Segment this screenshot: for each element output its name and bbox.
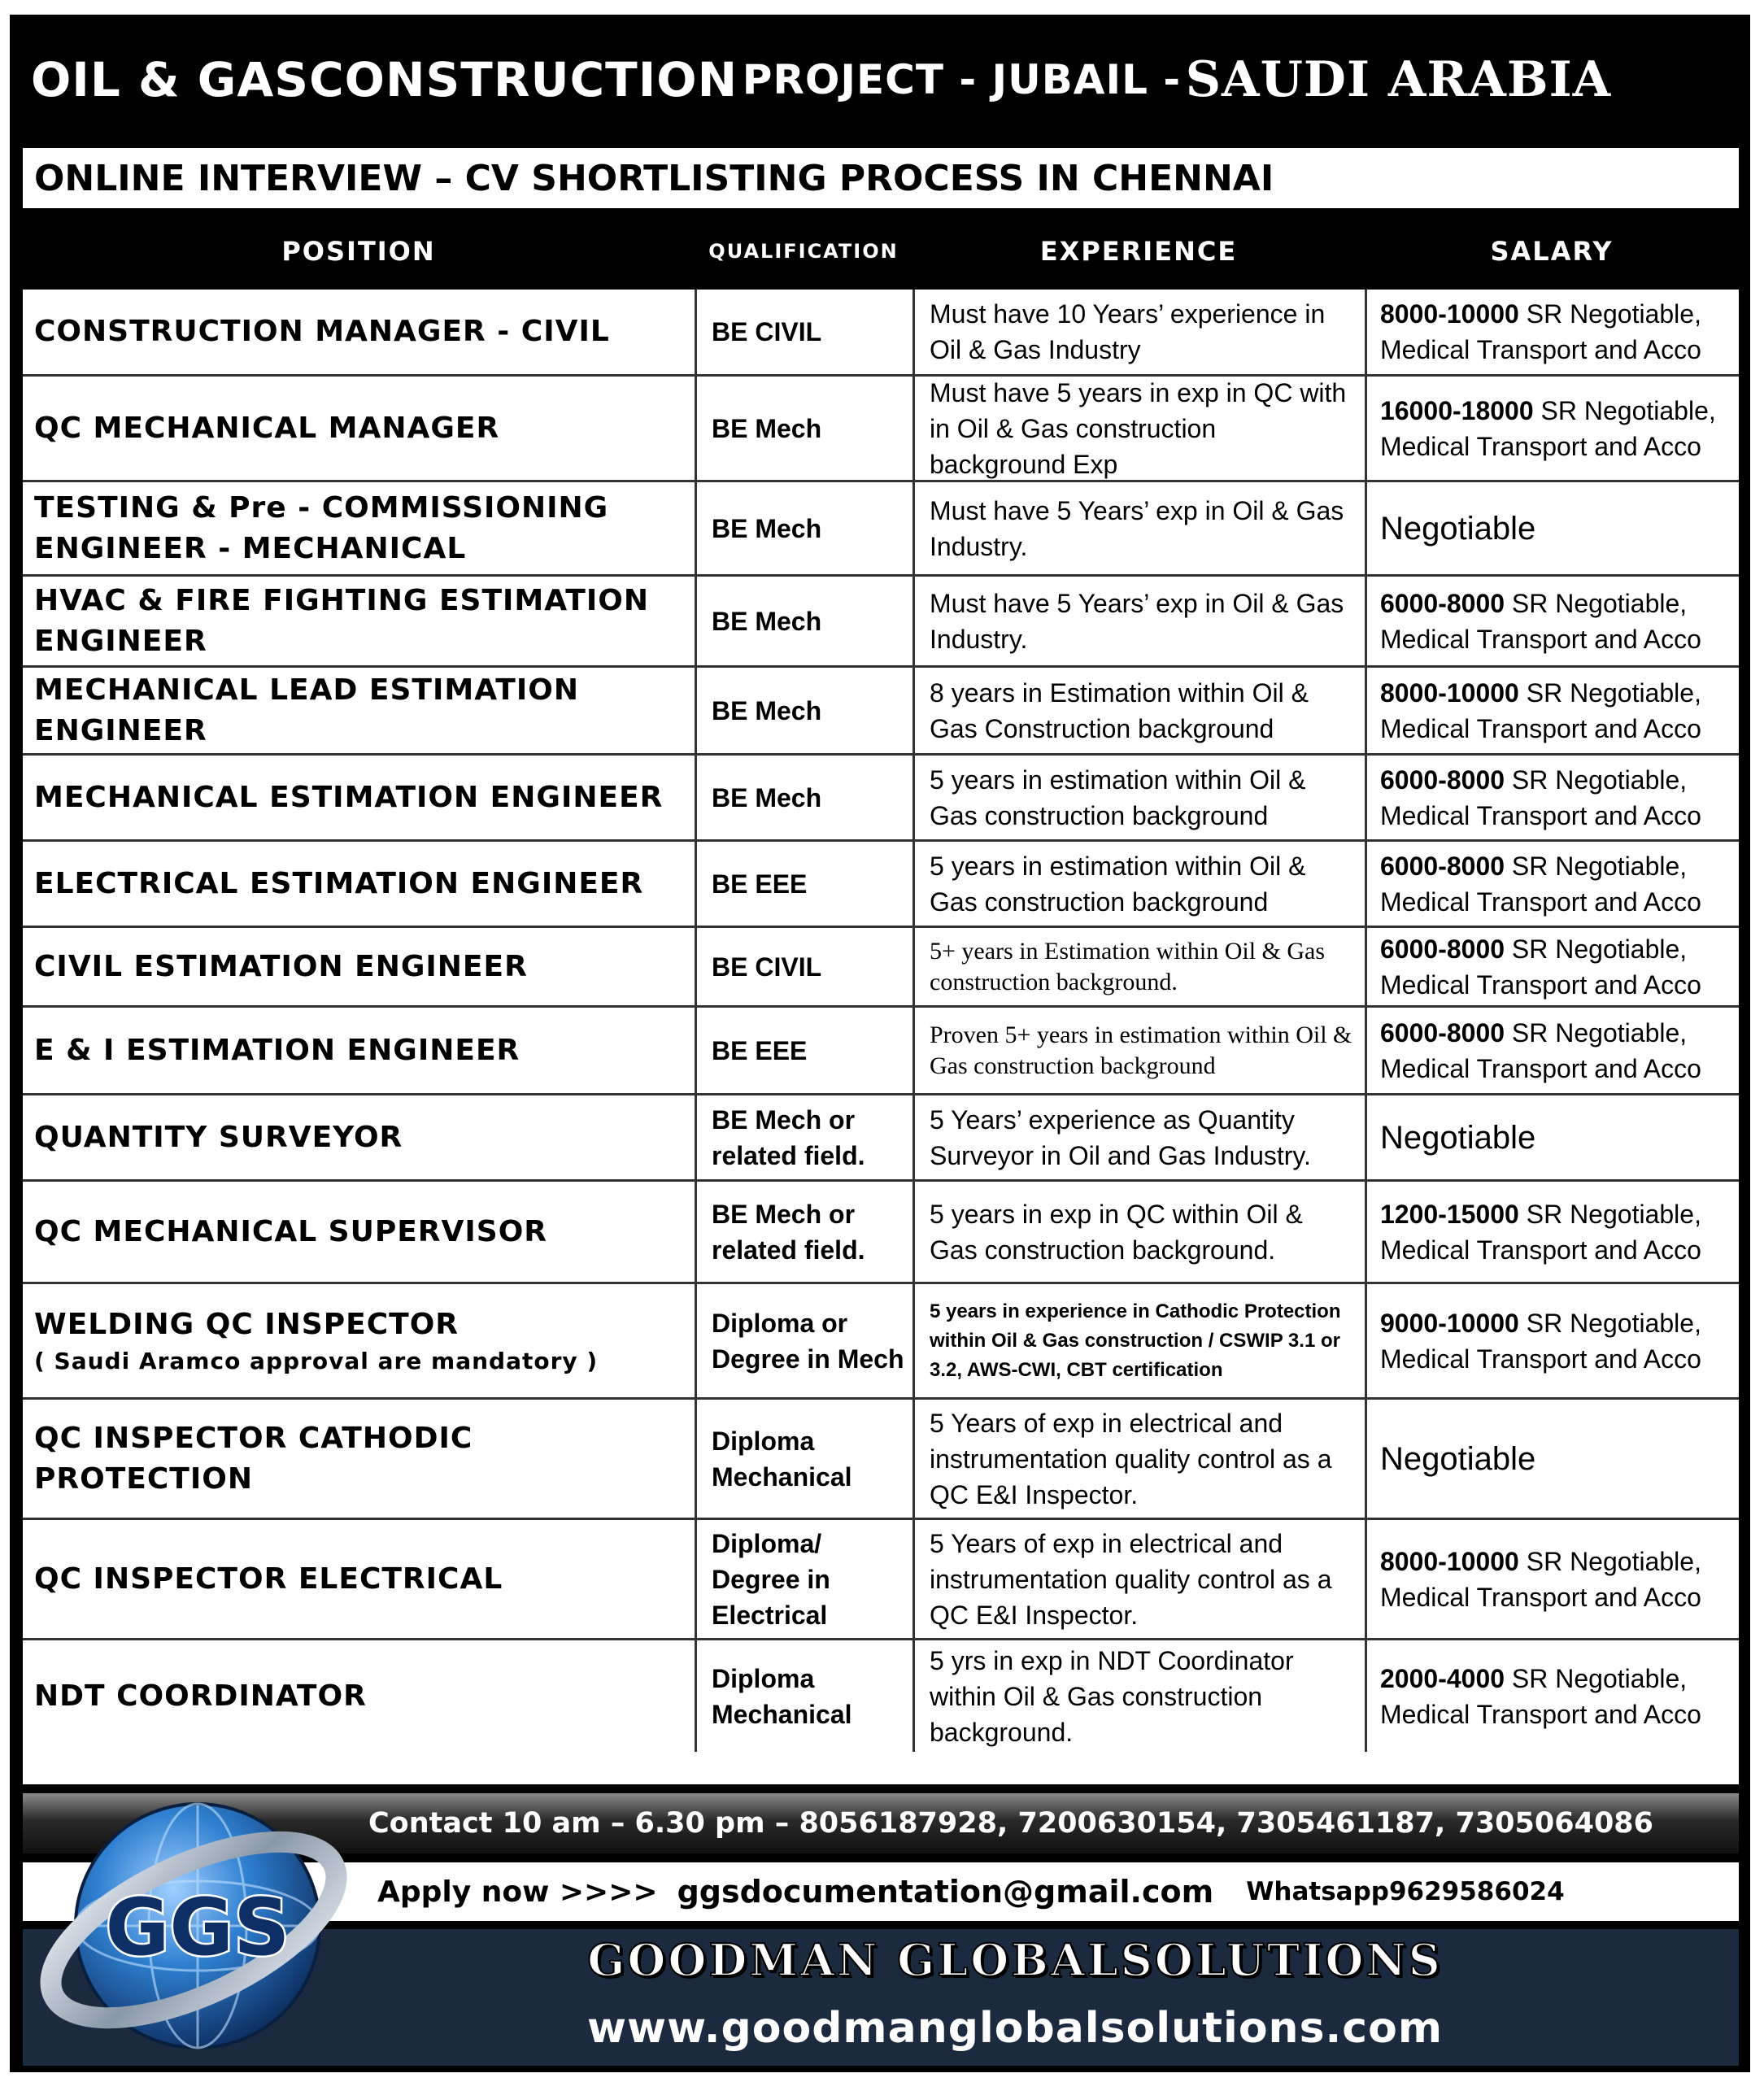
salary-cell (1365, 756, 1739, 839)
table-row (23, 480, 1739, 574)
whatsapp-number: Whatsapp9629586024 (1246, 1877, 1565, 1906)
experience-text: Must have 5 Years’ exp in Oil & Gas Industry. (930, 588, 1344, 654)
salary-text: SR Negotiable, Medical Transport and Acco (1380, 395, 1716, 461)
salary-text: SR Negotiable, Medical Transport and Acco (1380, 1546, 1701, 1612)
qualification-cell (695, 668, 912, 753)
position-note: ( Saudi Aramco approval are mandatory ) (34, 1347, 599, 1374)
salary-text: Negotiable (1380, 510, 1536, 547)
salary-cell (1365, 290, 1739, 374)
experience-text: 5 Years’ experience as Quantity Surveyor in Oil and Gas Industry. (930, 1104, 1311, 1170)
salary-range: 6000-8000 (1380, 588, 1505, 618)
qualification-text: Diploma or Degree in Mech (712, 1308, 904, 1374)
salary-text: SR Negotiable, Medical Transport and Acco (1380, 1199, 1701, 1265)
salary-range: 6000-8000 (1380, 764, 1505, 795)
position-title: NDT COORDINATOR (34, 1679, 367, 1713)
position-cell (23, 482, 695, 574)
qualification-text: BE CIVIL (712, 317, 822, 346)
column-header-experience: EXPERIENCE (1039, 236, 1238, 267)
position-title: MECHANICAL LEAD ESTIMATION ENGINEER (34, 673, 579, 747)
salary-text: SR Negotiable, Medical Transport and Acco (1380, 588, 1701, 654)
experience-text: 5 years in estimation within Oil & Gas construction background (930, 851, 1306, 917)
qualification-cell (695, 756, 912, 839)
qualification-text: Diploma/ Degree in Electrical (712, 1528, 830, 1630)
table-row (23, 1282, 1739, 1397)
column-header-salary: SALARY (1490, 236, 1614, 267)
qualification-text: BE Mech (712, 513, 822, 543)
position-cell (23, 1008, 695, 1093)
position-cell (23, 756, 695, 839)
experience-text: 5 yrs in exp in NDT Coordinator within Oil & Gas construction background. (930, 1645, 1294, 1747)
salary-cell (1365, 1400, 1739, 1518)
qualification-cell (695, 482, 912, 574)
position-title: WELDING QC INSPECTOR (34, 1307, 460, 1341)
qualification-text: BE Mech (712, 782, 822, 812)
experience-cell (912, 377, 1365, 480)
qualification-cell (695, 842, 912, 926)
company-name: GOODMAN GLOBALSOLUTIONS (587, 1934, 1443, 1986)
salary-cell (1365, 577, 1739, 665)
position-title: E & I ESTIMATION ENGINEER (34, 1033, 520, 1067)
qualification-cell (695, 577, 912, 665)
experience-cell (912, 482, 1365, 574)
position-cell (23, 377, 695, 480)
table-row (23, 839, 1739, 926)
qualification-text: Diploma Mechanical (712, 1663, 852, 1729)
salary-text: SR Negotiable, Medical Transport and Acco (1380, 1017, 1701, 1083)
website-link[interactable]: www.goodmanglobalsolutions.com (586, 2004, 1444, 2053)
qualification-text: BE Mech or related field. (712, 1199, 865, 1265)
title-part-2: PROJECT - JUBAIL - (742, 56, 1182, 103)
experience-cell (912, 1095, 1365, 1179)
email-link[interactable]: ggsdocumentation@gmail.com (677, 1874, 1214, 1910)
salary-range: 8000-10000 (1380, 299, 1519, 329)
position-cell (23, 1182, 695, 1282)
salary-cell (1365, 1008, 1739, 1093)
salary-range: 1200-15000 (1380, 1199, 1519, 1229)
position-cell (23, 1640, 695, 1752)
position-title: QC MECHANICAL SUPERVISOR (34, 1214, 548, 1248)
salary-cell (1365, 928, 1739, 1005)
salary-text: SR Negotiable, Medical Transport and Acco (1380, 1663, 1701, 1729)
column-header-position: POSITION (281, 236, 436, 267)
salary-cell (1365, 668, 1739, 753)
position-title: TESTING & Pre - COMMISSIONING ENGINEER - MECHANICAL (34, 490, 609, 565)
position-title: QC MECHANICAL MANAGER (34, 411, 500, 445)
experience-cell (912, 756, 1365, 839)
experience-cell (912, 668, 1365, 753)
salary-range: 6000-8000 (1380, 934, 1505, 964)
table-row (23, 374, 1739, 480)
qualification-text: BE Mech (712, 606, 822, 636)
salary-text: SR Negotiable, Medical Transport and Acco (1380, 1308, 1701, 1374)
table-row (23, 1005, 1739, 1093)
position-title: CIVIL ESTIMATION ENGINEER (34, 949, 528, 983)
qualification-text: BE Mech (712, 695, 822, 725)
qualification-text: BE EEE (712, 869, 808, 899)
contact-text: Contact 10 am – 6.30 pm – 8056187928, 7200630154, 7305461187, 7305064086 (368, 1807, 1654, 1840)
salary-text: Negotiable (1380, 1440, 1536, 1477)
position-cell (23, 577, 695, 665)
apply-label: Apply now >>>> (377, 1875, 658, 1909)
salary-text: SR Negotiable, Medical Transport and Acco (1380, 677, 1701, 743)
qualification-cell (695, 290, 912, 374)
experience-cell (912, 842, 1365, 926)
qualification-cell (695, 377, 912, 480)
qualification-cell (695, 1520, 912, 1638)
salary-cell (1365, 1182, 1739, 1282)
experience-cell (912, 1400, 1365, 1518)
table-row (23, 1397, 1739, 1518)
experience-text: 5+ years in Estimation within Oil & Gas construction background. (930, 937, 1326, 995)
salary-text: SR Negotiable, Medical Transport and Acco (1380, 851, 1701, 917)
qualification-cell (695, 1400, 912, 1518)
experience-text: Must have 5 Years’ exp in Oil & Gas Industry. (930, 495, 1344, 561)
experience-text: 5 Years of exp in electrical and instrumentation quality control as a QC E&I Inspector. (930, 1528, 1332, 1630)
salary-range: 8000-10000 (1380, 1546, 1519, 1576)
position-cell (23, 290, 695, 374)
experience-text: 5 Years of exp in electrical and instrumentation quality control as a QC E&I Inspector. (930, 1408, 1332, 1509)
salary-cell (1365, 1284, 1739, 1397)
table-row (23, 1093, 1739, 1179)
experience-cell (912, 1640, 1365, 1752)
experience-text: 5 years in estimation within Oil & Gas construction background (930, 764, 1306, 830)
position-cell (23, 928, 695, 1005)
title-part-3: SAUDI ARABIA (1185, 51, 1612, 108)
table-header (23, 213, 1739, 290)
salary-cell (1365, 842, 1739, 926)
qualification-cell (695, 1640, 912, 1752)
experience-cell (912, 1008, 1365, 1093)
position-title: QUANTITY SURVEYOR (34, 1120, 403, 1154)
logo-text: GGS (105, 1882, 290, 1973)
table-row (23, 1179, 1739, 1282)
salary-range: 2000-4000 (1380, 1663, 1505, 1693)
position-title: QC INSPECTOR ELECTRICAL (34, 1562, 503, 1596)
salary-text: SR Negotiable, Medical Transport and Acco (1380, 764, 1701, 830)
column-header-qualification: QUALIFICATION (708, 240, 899, 263)
salary-cell (1365, 377, 1739, 480)
salary-range: 6000-8000 (1380, 851, 1505, 881)
table-row (23, 574, 1739, 665)
experience-cell (912, 1284, 1365, 1397)
salary-text: Negotiable (1380, 1119, 1536, 1156)
position-title: HVAC & FIRE FIGHTING ESTIMATION ENGINEER (34, 583, 649, 658)
qualification-cell (695, 928, 912, 1005)
title-part-1: OIL & GASCONSTRUCTION (31, 52, 738, 107)
jobs-table (23, 290, 1739, 1784)
salary-cell (1365, 482, 1739, 574)
experience-text: Proven 5+ years in estimation within Oil & Gas construction background (930, 1021, 1352, 1079)
salary-range: 16000-18000 (1380, 395, 1534, 425)
position-cell (23, 668, 695, 753)
position-cell (23, 1520, 695, 1638)
qualification-cell (695, 1182, 912, 1282)
position-cell (23, 1400, 695, 1518)
experience-text: 8 years in Estimation within Oil & Gas Construction background (930, 677, 1309, 743)
salary-text: SR Negotiable, Medical Transport and Acco (1380, 299, 1701, 364)
salary-text: SR Negotiable, Medical Transport and Acco (1380, 934, 1701, 1000)
table-row (23, 1518, 1739, 1638)
salary-range: 8000-10000 (1380, 677, 1519, 708)
qualification-text: BE CIVIL (712, 952, 822, 982)
experience-text: 5 years in experience in Cathodic Protection within Oil & Gas construction / CSWIP 3.1 or 3.2, AWS-CWI, CBT certification (930, 1300, 1341, 1381)
experience-cell (912, 577, 1365, 665)
qualification-cell (695, 1095, 912, 1179)
ggs-logo (31, 1788, 348, 2064)
salary-cell (1365, 1520, 1739, 1638)
salary-range: 6000-8000 (1380, 1017, 1505, 1048)
salary-cell (1365, 1095, 1739, 1179)
table-row (23, 1638, 1739, 1752)
experience-cell (912, 1520, 1365, 1638)
experience-cell (912, 1182, 1365, 1282)
table-row (23, 926, 1739, 1005)
salary-range: 9000-10000 (1380, 1308, 1519, 1338)
experience-text: 5 years in exp in QC within Oil & Gas construction background. (930, 1199, 1303, 1265)
salary-cell (1365, 1640, 1739, 1752)
table-row (23, 290, 1739, 374)
position-cell (23, 1095, 695, 1179)
qualification-cell (695, 1008, 912, 1093)
qualification-text: BE Mech or related field. (712, 1104, 865, 1170)
position-title: CONSTRUCTION MANAGER - CIVIL (34, 315, 610, 348)
position-cell (23, 842, 695, 926)
experience-text: Must have 10 Years’ experience in Oil & Gas Industry (930, 299, 1326, 364)
qualification-cell (695, 1284, 912, 1397)
experience-cell (912, 928, 1365, 1005)
table-row (23, 753, 1739, 839)
experience-cell (912, 290, 1365, 374)
subtitle: ONLINE INTERVIEW – CV SHORTLISTING PROCESS IN CHENNAI (23, 148, 1739, 208)
position-title: MECHANICAL ESTIMATION ENGINEER (34, 780, 664, 814)
qualification-text: BE Mech (712, 413, 822, 443)
position-title: QC INSPECTOR CATHODIC PROTECTION (34, 1421, 473, 1496)
table-row (23, 665, 1739, 753)
page-title (10, 15, 1750, 145)
position-cell (23, 1284, 695, 1397)
experience-text: Must have 5 years in exp in QC with in Oil & Gas construction background Exp (930, 377, 1347, 479)
qualification-text: BE EEE (712, 1035, 808, 1065)
qualification-text: Diploma Mechanical (712, 1426, 852, 1492)
position-title: ELECTRICAL ESTIMATION ENGINEER (34, 866, 644, 900)
